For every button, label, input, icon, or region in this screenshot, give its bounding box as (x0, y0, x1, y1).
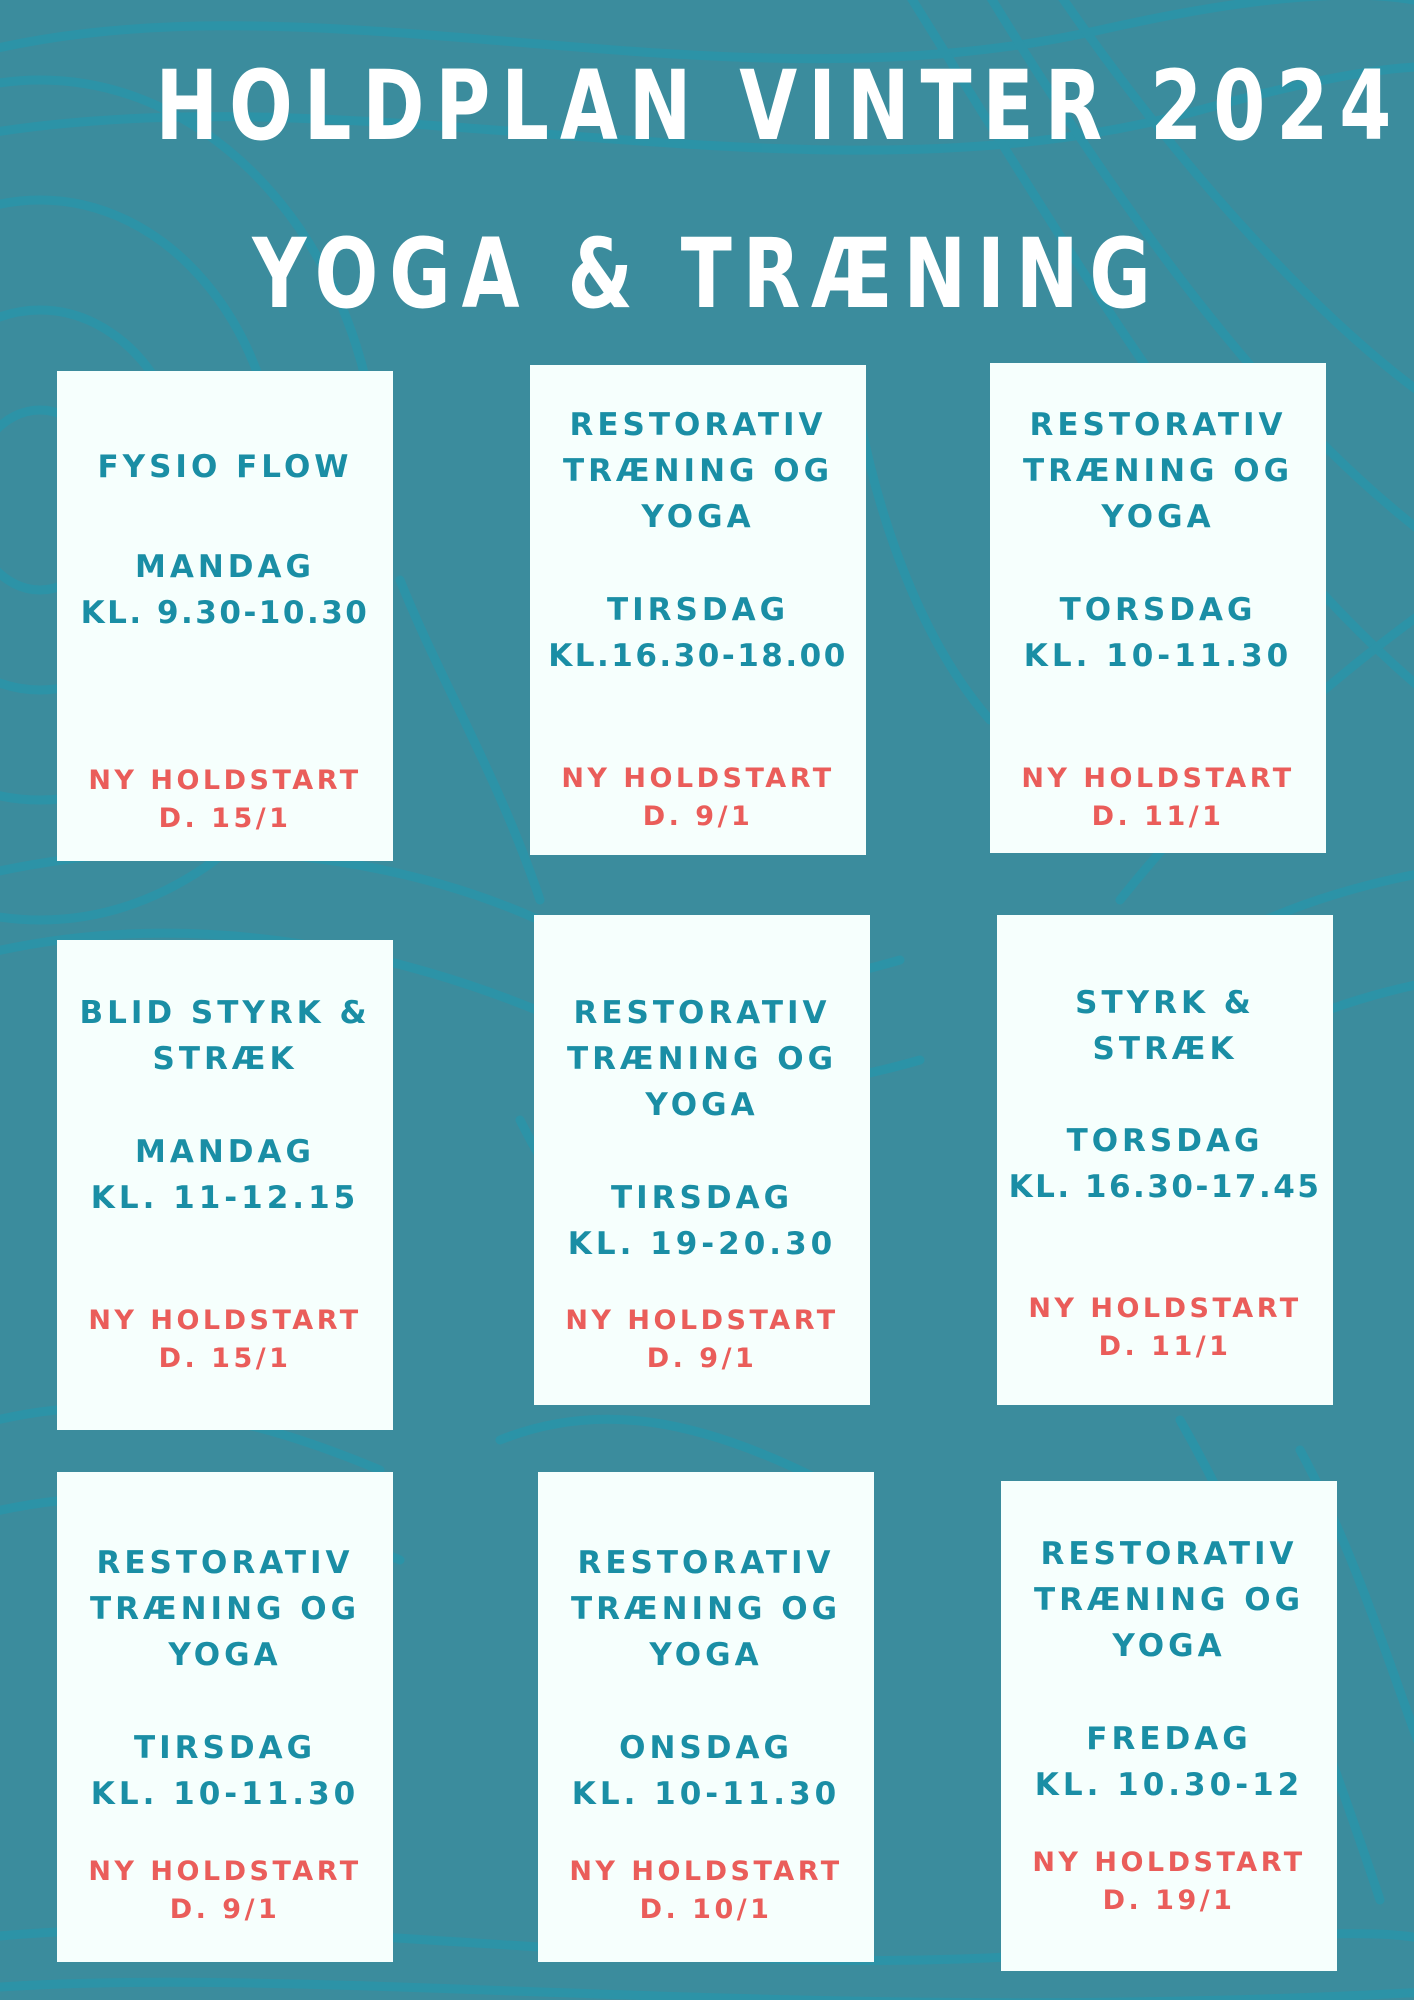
class-time: KL. 10-11.30 (571, 1776, 841, 1812)
start-label: NY HOLDSTART (1021, 763, 1295, 794)
class-day: TIRSDAG (610, 1180, 794, 1216)
start-date: D. 11/1 (1091, 801, 1225, 832)
class-name-line: TRÆNING OG (1033, 1582, 1305, 1618)
start-date: D. 10/1 (639, 1894, 773, 1925)
class-name-line: RESTORATIV (1029, 407, 1287, 443)
class-name-line: YOGA (649, 1637, 763, 1673)
class-day: MANDAG (135, 1134, 315, 1170)
class-day: FREDAG (1086, 1721, 1252, 1757)
class-name (57, 990, 393, 1082)
class-name-line: RESTORATIV (569, 407, 827, 443)
class-name-line: YOGA (645, 1087, 759, 1123)
class-day: TORSDAG (1059, 592, 1257, 628)
class-card (57, 371, 393, 861)
poster-title: HOLDPLAN VINTER 2024 (155, 50, 1403, 162)
class-name-line: RESTORATIV (96, 1545, 354, 1581)
class-time: KL. 10-11.30 (1023, 638, 1293, 674)
start-label: NY HOLDSTART (88, 765, 362, 796)
class-name-line: YOGA (1101, 499, 1215, 535)
class-time: KL. 10.30-12 (1034, 1767, 1304, 1803)
class-card (538, 1472, 874, 1962)
start-label: NY HOLDSTART (565, 1305, 839, 1336)
class-name (538, 1540, 874, 1678)
start-date: D. 9/1 (169, 1894, 281, 1925)
start-date: D. 9/1 (642, 801, 754, 832)
class-time: KL. 11-12.15 (90, 1180, 360, 1216)
poster-subtitle: YOGA & TRÆNING (252, 218, 1162, 330)
class-name-line: TRÆNING OG (1022, 453, 1294, 489)
class-name-line: YOGA (168, 1637, 282, 1673)
start-label: NY HOLDSTART (1028, 1293, 1302, 1324)
start-date: D. 19/1 (1102, 1885, 1236, 1916)
class-day: ONSDAG (619, 1730, 793, 1766)
class-day: TIRSDAG (606, 592, 790, 628)
class-name-line: STYRK & (1075, 985, 1255, 1021)
class-name (997, 980, 1333, 1072)
start-date: D. 11/1 (1098, 1331, 1232, 1362)
class-day: TORSDAG (1066, 1123, 1264, 1159)
class-name-line: TRÆNING OG (89, 1591, 361, 1627)
class-day: TIRSDAG (133, 1730, 317, 1766)
class-name-line: RESTORATIV (1040, 1536, 1298, 1572)
start-label: NY HOLDSTART (88, 1856, 362, 1887)
class-name (534, 990, 870, 1128)
start-date: D. 15/1 (158, 1343, 292, 1374)
class-name-line: RESTORATIV (573, 995, 831, 1031)
start-date: D. 15/1 (158, 803, 292, 834)
class-name (57, 1540, 393, 1678)
class-day: MANDAG (135, 549, 315, 585)
class-name-line: TRÆNING OG (562, 453, 834, 489)
class-name-line: TRÆNING OG (566, 1041, 838, 1077)
class-name-line: BLID STYRK & (79, 995, 371, 1031)
class-name-line: TRÆNING OG (570, 1591, 842, 1627)
class-card (57, 940, 393, 1430)
class-time: KL. 16.30-17.45 (1008, 1169, 1322, 1205)
class-card (57, 1472, 393, 1962)
class-name-line: RESTORATIV (577, 1545, 835, 1581)
start-label: NY HOLDSTART (569, 1856, 843, 1887)
class-card (530, 365, 866, 855)
class-name-line: STRÆK (152, 1041, 298, 1077)
class-name (990, 402, 1326, 540)
class-time: KL. 19-20.30 (567, 1226, 837, 1262)
class-name-line: YOGA (1112, 1628, 1226, 1664)
class-card (1001, 1481, 1337, 1971)
start-label: NY HOLDSTART (1032, 1847, 1306, 1878)
start-label: NY HOLDSTART (561, 763, 835, 794)
class-name-line: STRÆK (1092, 1031, 1238, 1067)
class-time: KL.16.30-18.00 (548, 638, 848, 674)
class-name (57, 444, 393, 490)
start-label: NY HOLDSTART (88, 1305, 362, 1336)
class-name (530, 402, 866, 540)
class-time: KL. 10-11.30 (90, 1776, 360, 1812)
start-date: D. 9/1 (646, 1343, 758, 1374)
class-name-line: FYSIO FLOW (97, 449, 353, 485)
class-name-line: YOGA (641, 499, 755, 535)
class-card (997, 915, 1333, 1405)
class-card (534, 915, 870, 1405)
class-card (990, 363, 1326, 853)
class-name (1001, 1531, 1337, 1669)
class-time: KL. 9.30-10.30 (80, 595, 370, 631)
